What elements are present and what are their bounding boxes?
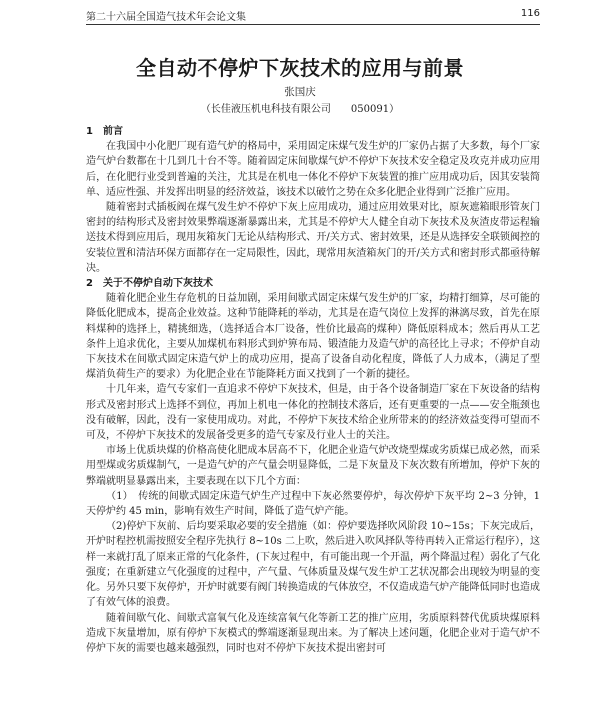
paragraph: 随着间歇气化、间歇式富氧气化及连续富氧气化等新工艺的推广应用，劣质原料替代优质块煤原料造成下灰量增加，原有停炉下灰模式的弊端逐渐显现出来。为了解决上述问题，化肥企业对于造气炉不停炉下灰的需要也越来越强烈，同时也对不停炉下灰技术提出密封可 [86, 612, 540, 654]
proceedings-name: 第二十六届全国造气技术年会论文集 [86, 12, 246, 23]
running-header [86, 8, 540, 24]
paragraph: （1） 传统的间歇式固定床造气炉生产过程中下灰必然要停炉，每次停炉下灰平均 2~3 分钟，1 天停炉约 45 min，影响有效生产时间，降低了造气炉产能。 [86, 490, 540, 518]
paragraph: 随着密封式插板阀在煤气发生炉不停炉下灰上应用成功，通过应用效果对比，原灰遮箱眼形管灰门密封的结构形式及密封效果弊端逐渐暴露出来，尤其是不停炉大人健全自动下灰技术及灰渣皮带运程输送技术得到应用后，现用灰箱灰门无论从结构形式、开/关方式、密封效果，还是从选择安全联锁阀控的安装位置和清洁环保方面都存在一定局限性，因此，现常用灰渣箱灰门的开/关方式和密封形式都亟待解决。 [86, 202, 540, 274]
paper-body [86, 124, 540, 656]
header-rule [86, 24, 540, 25]
paragraph: 随着化肥企业生存危机的日益加剧，采用间歇式固定床煤气发生炉的厂家，均精打细算，尽可能的降低化肥成本，提高企业效益。这种节能降耗的举动，尤其是在造气岗位上发挥的淋漓尽致，首先在原料煤种的选择上，精挑细选，（选择适合本厂设备，性价比最高的煤种）降低原料成本；然后再从工艺条件上追求优化，主要从加煤机布料形式到炉箅布局、锻渣能力及造气炉的高径比上寻求；不停炉自动下灰技术在间歇式固定床造气炉上的成功应用，提高了设备自动化程度，降低了人力成本，（满足了型煤消负荷生产的要求）为化肥企业在节能降耗方面又找到了一个新的捷径。 [86, 293, 540, 381]
section-heading-technology: 2 关于不停炉自动下灰技术 [86, 278, 213, 290]
author-name: 张国庆 [284, 86, 316, 98]
paragraph: （2)停炉下灰前、后均要采取必要的安全措施（如：停炉要选择吹风阶段 10~15s；下灰完成后，开炉时程控机需按照安全程序先执行 8~10s 二上吹，然后进入吹风择队等待再转入正常运行程序），这样一来就打乱了原来正常的气化条件，(下灰过程中，有可能出现一个开温，两个降温过程）弱化了气化强度；在重新建立气化强度的过程中，产气量、气体质量及煤气发生炉工艺状况都会出现较为明显的变化。另外只要下灰停炉，开炉时就要有阀门转换造成的气体放空，不仅造成造气炉产能降低同时也造成了有效气体的浪费。 [86, 521, 540, 609]
paragraph: 十几年来，造气专家们一直追求不停炉下灰技术，但是，由于各个设备制造厂家在下灰设备的结构形式及密封形式上选择不到位，再加上机电一体化的控制技术落后，还有更重要的一点——安全瓶颈也没有破解，因此，没有一家使用成功。对此，不停炉下灰技术给企业所带来的的经济效益变得可望而不可及，不停炉下灰技术的发展备受更多的造气专家及行业人士的关注。 [86, 384, 540, 442]
page-number: 116 [520, 8, 540, 19]
paragraph: 市场上优质块煤的价格高使化肥成本居高不下，化肥企业造气炉改烧型煤或劣质煤已成必然，而采用型煤或劣质煤制气，一是造气炉的产气量会明显降低，二是下灰量及下灰次数有所增加，停炉下灰的弊端就明显暴露出来，主要表现在以下几个方面： [86, 445, 540, 487]
author-affiliation: （长佳液压机电科技有限公司 050091） [200, 104, 400, 115]
paper-title: 全自动不停炉下灰技术的应用与前景 [136, 56, 464, 80]
section-heading-introduction: 1 前言 [86, 126, 123, 137]
paragraph: 在我国中小化肥厂现有造气炉的格局中，采用固定床煤气发生炉的厂家仍占据了大多数，每个厂家造气炉台数都在十几到几十台不等。随着固定床间歇煤气炉不停炉下灰技术安全稳定及攻克并成功应用后，在化肥行业受到普遍的关注，尤其是在机电一体化不停炉下灰装置的推广应用成功后，因其安装简单、适应性强、并发挥出明显的经济效益，该技术以破竹之势在众多化肥企业得到广泛推广应用。 [86, 141, 540, 198]
